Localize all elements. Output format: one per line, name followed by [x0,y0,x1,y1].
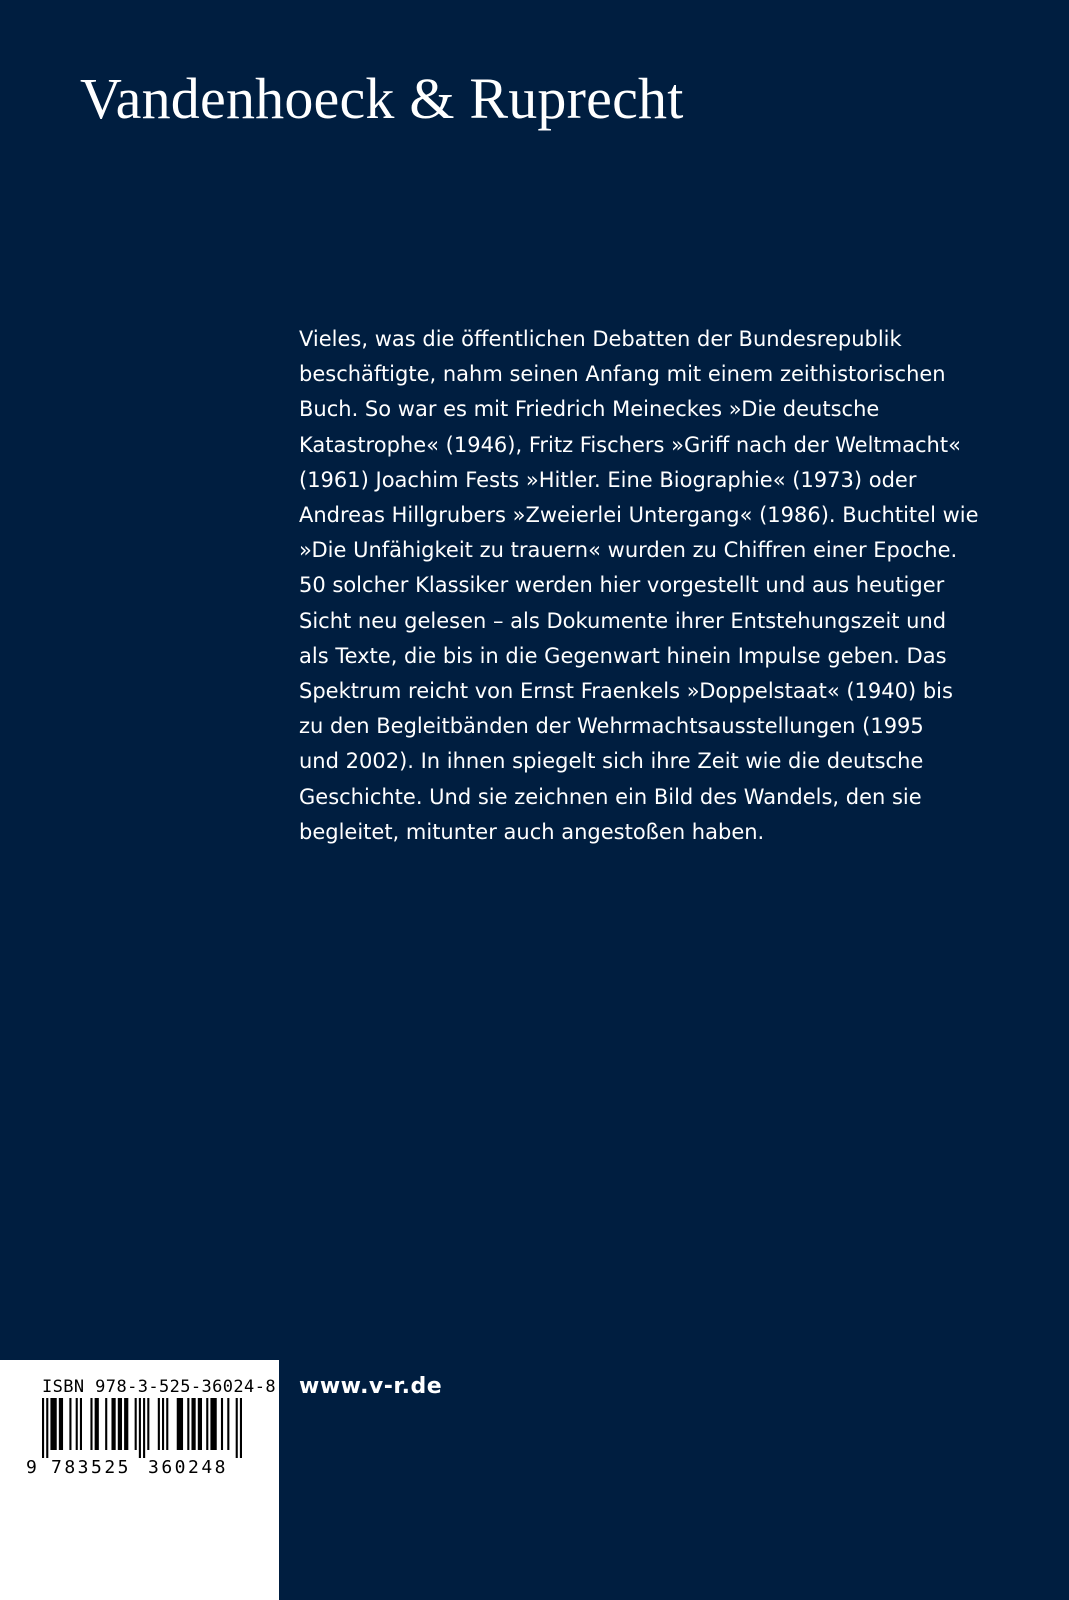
blurb-line: Geschichte. Und sie zeichnen ein Bild des Wandels, den sie [299,784,922,809]
barcode-bar [59,1398,63,1450]
barcode-bar [166,1398,168,1450]
barcode-first-digit: 9 [26,1457,40,1478]
barcode-bar [158,1398,160,1450]
barcode-bar [111,1398,115,1450]
barcode-bar [50,1398,56,1450]
blurb-line: 50 solcher Klassiker werden hier vorgestellt und aus heutiger [299,573,945,598]
blurb-line: Buch. So war es mit Friedrich Meineckes »Die deutsche [299,397,880,422]
barcode-bar [221,1398,223,1450]
barcode-bar [227,1398,229,1450]
blurb-line: Vieles, was die öffentlichen Debatten der Bundesrepublik [299,327,902,351]
publisher-website: www.v-r.de [299,1374,443,1399]
barcode-bar [143,1398,145,1458]
isbn-label: ISBN 978-3-525-36024-8 [42,1377,276,1397]
barcode-bar [191,1398,195,1450]
blurb-line: »Die Unfähigkeit zu trauern« wurden zu Chiffren einer Epoche. [299,538,958,563]
barcode-bar [162,1398,164,1450]
isbn-barcode-box [0,1360,279,1600]
barcode-bar [236,1398,238,1458]
barcode-bar [206,1398,208,1450]
barcode-bar [198,1398,202,1450]
blurb-line: und 2002). In ihnen spiegelt sich ihre Zeit wie die deutsche [299,749,924,774]
barcode-bar [118,1398,122,1450]
blurb-line: Sicht neu gelesen – als Dokumente ihrer Entstehungszeit und [299,608,947,633]
barcode-bar [46,1398,48,1458]
barcode-bar [95,1398,99,1450]
barcode-bar [124,1398,128,1450]
barcode-bar [187,1398,189,1450]
barcode-bar [147,1398,149,1450]
barcode-bar [105,1398,107,1450]
barcode-bar [76,1398,78,1450]
blurb-line: begleitet, mitunter auch angestoßen haben. [299,819,765,844]
barcode-bar [42,1398,44,1458]
barcode-left-group: 783525 [51,1457,132,1478]
blurb-line: Andreas Hillgrubers »Zweierlei Untergang« (1986). Buchtitel wie [299,503,979,528]
barcode-bar [135,1398,137,1450]
blurb-line: beschäftigte, nahm seinen Anfang mit einem zeithistorischen [299,362,946,387]
barcode-bar [90,1398,92,1450]
blurb-text [299,322,999,850]
blurb-line: (1961) Joachim Fests »Hitler. Eine Biographie« (1973) oder [299,467,917,492]
blurb-line: Katastrophe« (1946), Fritz Fischers »Griff nach der Weltmacht« [299,432,961,457]
barcode-bar [210,1398,216,1450]
barcode-bar [80,1398,82,1450]
publisher-name: Vandenhoeck & Ruprecht [80,66,684,131]
barcode-right-group: 360248 [148,1457,229,1478]
blurb-line: als Texte, die bis in die Gegenwart hinein Impulse geben. Das [299,643,947,668]
blurb-line: zu den Begleitbänden der Wehrmachtsausstellungen (1995 [299,714,924,739]
blurb-line: Spektrum reicht von Ernst Fraenkels »Doppelstaat« (1940) bis [299,679,953,704]
barcode-bar [240,1398,242,1458]
barcode-bar [177,1398,183,1450]
barcode-bar [69,1398,71,1450]
barcode-bar [139,1398,141,1458]
barcode-image [42,1398,242,1458]
